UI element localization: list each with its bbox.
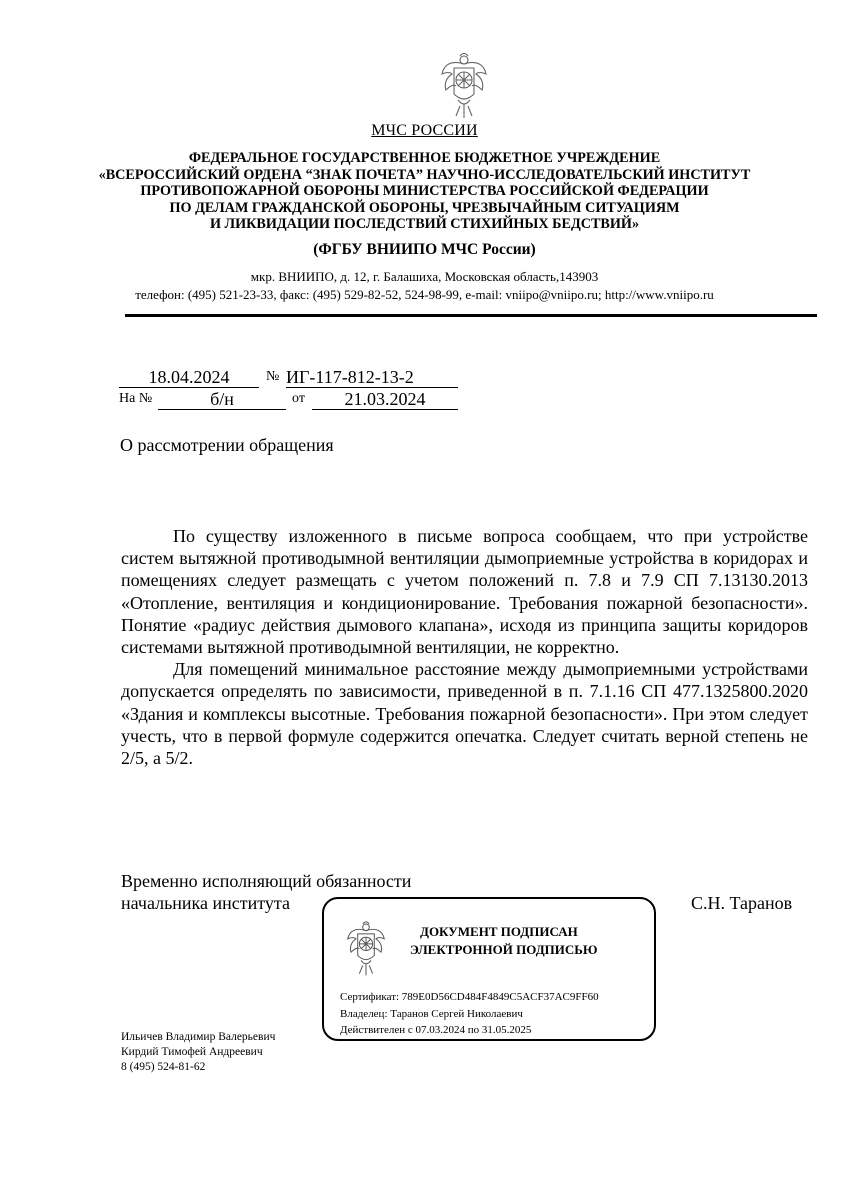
- org-line: ПО ДЕЛАМ ГРАЖДАНСКОЙ ОБОРОНЫ, ЧРЕЗВЫЧАЙНЫМ СИТУАЦИЯМ: [169, 199, 680, 216]
- mchs-emblem-icon: [346, 919, 386, 977]
- letter-body: [121, 525, 808, 769]
- letter-subject: О рассмотрении обращения: [120, 435, 334, 455]
- stamp-owner: Владелец: Таранов Сергей Николаевич: [340, 1008, 523, 1020]
- e-signature-stamp: [322, 897, 656, 1041]
- org-line: И ЛИКВИДАЦИИ ПОСЛЕДСТВИЙ СТИХИЙНЫХ БЕДСТВИЙ»: [209, 216, 640, 233]
- signatory-name: С.Н. Таранов: [691, 893, 793, 913]
- header-divider: [125, 314, 817, 317]
- outgoing-number: ИГ-117-812-13-2: [286, 367, 458, 388]
- org-line: ФЕДЕРАЛЬНОЕ ГОСУДАРСТВЕННОЕ БЮДЖЕТНОЕ УЧРЕЖДЕНИЕ: [188, 150, 661, 166]
- signatory-title: начальника института: [121, 893, 290, 913]
- stamp-validity: Действителен с 07.03.2024 по 31.05.2025: [340, 1024, 532, 1036]
- signatory-title: Временно исполняющий обязанности: [121, 871, 412, 891]
- postal-address: мкр. ВНИИПО, д. 12, г. Балашиха, Московская область,143903: [250, 269, 599, 284]
- ref-date: 21.03.2024: [312, 389, 458, 410]
- contact-details: телефон: (495) 521-23-33, факс: (495) 529-82-52, 524-98-99, e-mail: vniipo@vniipo.ru; http://www.vniipo.ru: [135, 287, 714, 302]
- org-line: ПРОТИВОПОЖАРНОЙ ОБОРОНЫ МИНИСТЕРСТВА РОССИЙСКОЙ ФЕДЕРАЦИИ: [140, 183, 709, 200]
- ref-from-label: от: [292, 391, 305, 406]
- mchs-emblem-icon: [440, 50, 488, 120]
- body-paragraph: По существу изложенного в письме вопроса сообщаем, что при устройстве систем вытяжной противодымной вентиляции дымоприемные устройства в коридорах и помещениях следует размещать с учетом положений п. 7.8 и 7.9 СП 7.13130.2013 «Отопление, вентиляция и кондиционирование. Требования пожарной безопасности». Понятие «радиус действия дымового клапана», исходя из принципа защиты коридоров системами вытяжной противодымной вентиляции, не корректно.: [121, 526, 808, 658]
- body-paragraph: Для помещений минимальное расстояние между дымоприемными устройствами допускается определять по зависимости, приведенной в п. 7.1.16 СП 477.1325800.2020 «Здания и комплексы высотные. Требования пожарной безопасности». При этом следует учесть, что в первой формуле содержится опечатка. Следует считать верной степень не 2/5, а 5/2.: [121, 659, 808, 769]
- ref-number: б/н: [158, 389, 286, 410]
- organization-abbreviation: (ФГБУ ВНИИПО МЧС России): [313, 241, 536, 258]
- outgoing-date: 18.04.2024: [119, 367, 259, 388]
- org-line: «ВСЕРОССИЙСКИЙ ОРДЕНА “ЗНАК ПОЧЕТА” НАУЧНО-ИССЛЕДОВАТЕЛЬСКИЙ ИНСТИТУТ: [98, 166, 751, 183]
- stamp-title: ЭЛЕКТРОННОЙ ПОДПИСЬЮ: [410, 942, 598, 957]
- stamp-title: ДОКУМЕНТ ПОДПИСАН: [420, 924, 578, 939]
- stamp-certificate: Сертификат: 789E0D56CD484F4849C5ACF37AC9FF60: [340, 991, 599, 1003]
- ref-number-label: На №: [119, 391, 153, 406]
- executor-name: Ильичев Владимир Валерьевич: [121, 1031, 276, 1043]
- number-label: №: [266, 369, 280, 384]
- organization-name: [0, 150, 849, 233]
- executor-name: Кирдий Тимофей Андреевич: [121, 1046, 263, 1058]
- ministry-name: МЧС РОССИИ: [371, 122, 478, 139]
- executor-phone: 8 (495) 524-81-62: [121, 1061, 206, 1073]
